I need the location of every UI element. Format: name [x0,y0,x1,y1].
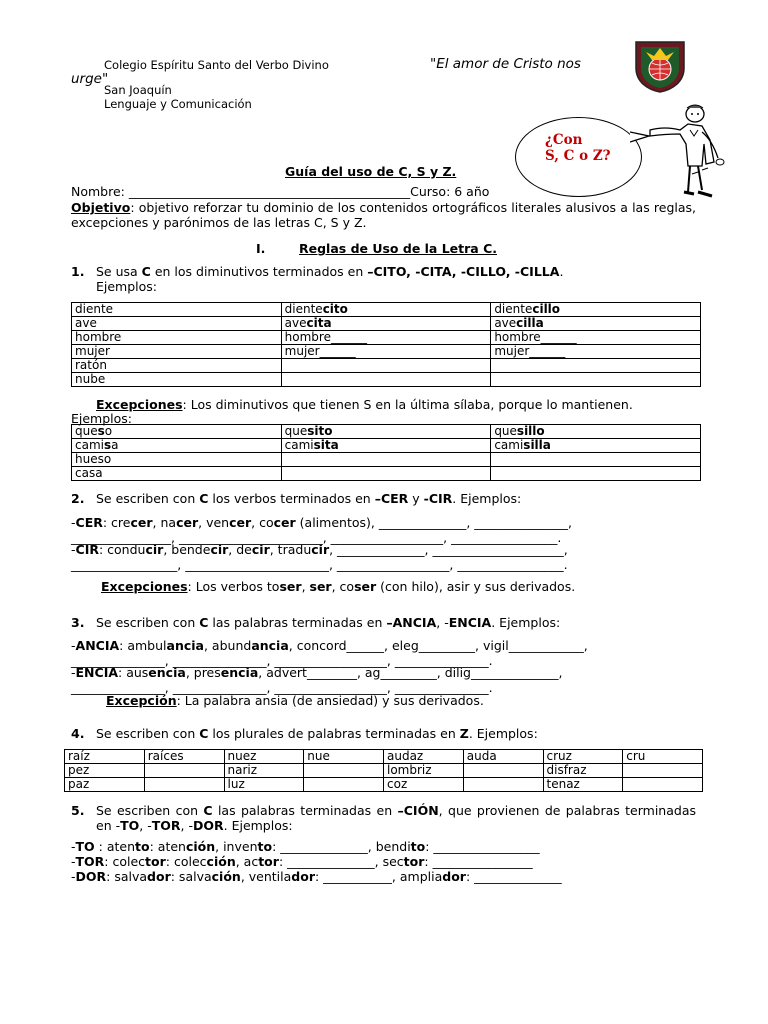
table-cell: hombre [72,331,282,345]
encia-line[interactable] [71,665,696,680]
rule-1-mid: en los diminutivos terminados en [150,264,368,279]
text-run: : ___________, amplia [315,869,443,884]
bubble-line-2: S, C o Z? [545,148,611,164]
table-cell: audaz [384,750,464,764]
objetivo-text: : objetivo reforzar tu dominio de los contenidos ortográficos literales alusivos a las reglas, excepciones y parónimos de las letras C, S y Z. [71,200,696,230]
table-cell[interactable]: mujer______ [281,345,491,359]
text-run: - [71,869,76,884]
text-run: ser [354,579,377,594]
table-cell: dientecito [281,303,491,317]
table-cell: nuez [224,750,304,764]
table-cell: cruz [543,750,623,764]
rule-2-mid: los verbos terminados en [208,491,375,506]
table-cell: lombriz [384,764,464,778]
table-row [72,373,701,387]
text-run: C [203,803,213,818]
text-run: dor [291,869,315,884]
text-run: , tradu [269,542,312,557]
text-run: , co [331,579,355,594]
table-cell[interactable]: hombre______ [281,331,491,345]
rule-5-text [96,803,696,833]
table-cell[interactable] [491,453,701,467]
text-run: TOR [151,818,181,833]
table-cell: nariz [224,764,304,778]
text-run: , advert________, ag_________, dilig______________, [258,665,563,680]
text-run: encia [220,665,259,680]
rule-1-endings: –CITO, -CITA, -CILLO, -CILLA [367,264,560,279]
objetivo-paragraph [71,200,696,230]
rule-2-text [96,491,521,506]
cir-line-2[interactable]: _________________, _______________________, __________________, _________________. [71,557,568,572]
text-run: to [257,839,273,854]
text-run: . Ejemplos: [223,818,293,833]
text-run: , na [152,515,177,530]
table-cell[interactable] [463,764,543,778]
motto-continued: urge" [71,71,109,87]
table-cell[interactable] [281,467,491,481]
text-run: ser [309,579,332,594]
text-run: , ventila [240,869,292,884]
to-line[interactable] [71,839,696,854]
exceptions-1-label: Excepciones [96,397,183,412]
text-run: Excepción [106,693,177,708]
section-number: I. [256,241,266,256]
text-run: to [410,839,426,854]
rule-1-examples-label: Ejemplos: [96,279,158,294]
text-run: TO [120,818,140,833]
text-run: cer [273,515,296,530]
text-run: , co [251,515,274,530]
table-cell[interactable] [304,764,384,778]
text-run: ancia [166,638,204,653]
table-row [72,453,701,467]
exceptions-1-examples: Ejemplos: [71,411,133,426]
exceptions-2 [101,579,575,594]
nombre-line [71,184,696,199]
table-cell[interactable]: hombre______ [491,331,701,345]
encia-line-2[interactable]: _______________, _______________, __________________, _______________. [71,680,493,695]
table-row [72,303,701,317]
table-cell[interactable] [281,359,491,373]
table-cell: nube [72,373,282,387]
table-cell: ratón [72,359,282,373]
text-run: , que provienen de palabras terminadas en - [96,803,696,833]
text-run: : aten [149,839,186,854]
text-run: cer [229,515,252,530]
text-run: - [71,854,76,869]
text-run: : La palabra ansia (de ansiedad) y sus derivados. [176,693,484,708]
table-cell[interactable] [281,373,491,387]
text-run: : colec [165,854,207,869]
dor-line[interactable] [71,869,696,884]
rule-2-and: y [408,491,424,506]
table-cell: pez [65,764,145,778]
text-run: –CIÓN [397,803,439,818]
table-row [72,439,701,453]
rule-3-number: 3. [71,615,85,630]
city: San Joaquín [104,83,172,97]
table-cell[interactable] [304,778,384,792]
table-cell[interactable]: mujer______ [491,345,701,359]
text-run: tor [145,854,166,869]
school-name: Colegio Espíritu Santo del Verbo Divino [104,58,329,72]
text-run: : ambul [119,638,167,653]
text-run: : aus [118,665,149,680]
table-cell[interactable] [491,467,701,481]
table-row [65,764,703,778]
school-crest-logo [632,38,688,94]
text-run: TOR [75,854,105,869]
text-run: : _________________ [425,839,540,854]
table-cell[interactable] [144,778,224,792]
table-cell[interactable] [491,373,701,387]
cer-line[interactable] [71,515,696,530]
exception-3 [106,693,484,708]
text-run: ancia [251,638,289,653]
text-run: - [71,638,76,653]
text-run: , [301,579,310,594]
page-title: Guía del uso de C, S y Z. [285,164,457,179]
table-cell: disfraz [543,764,623,778]
table-cell: camisa [72,439,282,453]
exceptions-1-text: : Los diminutivos que tienen S en la última sílaba, porque lo mantienen. [182,397,633,412]
curso-label: Curso: 6 año [410,184,490,199]
text-run: : ________________ [424,854,533,869]
text-run: cer [130,515,153,530]
speech-bubble-text [545,132,611,164]
text-run: tor [258,854,279,869]
table-cell: cru [623,750,703,764]
text-run: : condu [98,542,146,557]
rule-1-number: 1. [71,264,85,279]
text-run: tor [403,854,425,869]
exceptions-table [71,424,701,481]
table-cell: avecilla [491,317,701,331]
text-run: los plurales de palabras terminadas en [208,726,460,741]
text-run: , bende [163,542,211,557]
text-run: , ______________, _____________________, [329,542,568,557]
text-run: Se escriben con [96,615,200,630]
rule-3-text [96,615,560,630]
text-run: (con hilo), asir y sus derivados. [376,579,576,594]
text-run: - [71,515,76,530]
table-cell[interactable] [144,764,224,778]
rule-1-pre: Se usa [96,264,142,279]
table-cell: camisilla [491,439,701,453]
table-cell: mujer [72,345,282,359]
text-run: , - [436,615,449,630]
rule-2-ending-2: -CIR [423,491,453,506]
table-cell: queso [72,425,282,439]
ancia-line[interactable] [71,638,696,653]
text-run: CIR [75,542,99,557]
table-cell: auda [463,750,543,764]
text-run: . Ejemplos: [491,615,561,630]
text-run: DOR [192,818,224,833]
text-run: : salva [106,869,148,884]
text-run: (alimentos), ______________, _______________, [295,515,573,530]
rule-4-number: 4. [71,726,85,741]
table-cell[interactable] [623,778,703,792]
text-run: ANCIA [75,638,120,653]
rule-1-post: . [559,264,564,279]
table-cell: nue [304,750,384,764]
text-run: TO [75,839,95,854]
table-row [65,750,703,764]
table-cell: dientecillo [491,303,701,317]
table-row [72,345,701,359]
text-run: Excepciones [101,579,188,594]
table-cell[interactable] [281,453,491,467]
text-run: : Los verbos to [187,579,280,594]
text-run: cir [311,542,330,557]
motto: "El amor de Cristo nos [430,56,581,72]
text-run: las palabras terminadas en [212,803,398,818]
text-run: , abund [203,638,252,653]
table-cell: tenaz [543,778,623,792]
text-run: , ven [198,515,230,530]
text-run: ción [185,839,216,854]
text-run: : aten [94,839,136,854]
text-run: ción [206,854,236,869]
text-run: - [71,665,76,680]
text-run: C [199,615,209,630]
text-run: dor [442,869,466,884]
text-run: , concord______, eleg_________, vigil____________, [288,638,588,653]
text-run: , - [180,818,193,833]
ancia-line-2[interactable]: _______________, _______________, __________________, _______________. [71,653,493,668]
text-run: cir [145,542,164,557]
text-run: DOR [75,869,107,884]
text-run: : ______________, bendi [272,839,411,854]
text-run: , de [228,542,252,557]
subject: Lenguaje y Comunicación [104,97,252,111]
text-run: Se escriben con [96,726,200,741]
text-run: Se escriben con [96,803,204,818]
table-cell: quesillo [491,425,701,439]
text-run: encia [148,665,186,680]
table-row [72,359,701,373]
nombre-field[interactable]: _____________________________________________ [128,184,411,199]
text-run: ser [279,579,302,594]
exceptions-1 [96,397,633,412]
plurals-table [64,749,703,792]
table-row [72,317,701,331]
text-run: - [71,542,76,557]
table-row [72,467,701,481]
speech-bubble-tail [630,130,650,144]
rule-1-text [96,264,696,294]
rule-4-text [96,726,538,741]
table-cell: ave [72,317,282,331]
rule-2-letter: C [199,491,209,506]
diminutives-table [71,302,701,387]
table-cell: diente [72,303,282,317]
text-run: CER [75,515,103,530]
table-cell: avecita [281,317,491,331]
text-run: , ac [235,854,259,869]
text-run: : colec [104,854,146,869]
text-run: ción [211,869,241,884]
text-run: , - [139,818,152,833]
objetivo-label: Objetivo [71,200,131,215]
text-run: , pres [185,665,221,680]
rule-5-number: 5. [71,803,85,818]
text-run: to [135,839,150,854]
table-cell: hueso [72,453,282,467]
text-run: . Ejemplos: [468,726,538,741]
table-cell[interactable] [491,359,701,373]
text-run: - [71,839,76,854]
text-run: cir [251,542,270,557]
text-run: : ______________, sec [278,854,404,869]
table-row [65,778,703,792]
table-cell[interactable] [623,764,703,778]
table-cell[interactable] [463,778,543,792]
text-run: dor [147,869,171,884]
text-run: Z [459,726,469,741]
text-run: : ______________ [465,869,562,884]
text-run: las palabras terminadas en [208,615,387,630]
table-cell: paz [65,778,145,792]
tor-line[interactable] [71,854,696,869]
table-cell: coz [384,778,464,792]
bubble-line-1: ¿Con [545,132,583,148]
cer-line-2[interactable]: ________________, _______________________, __________________, _________________. [71,530,562,545]
table-row [72,331,701,345]
text-run: ENCIA [75,665,119,680]
section-title: Reglas de Uso de la Letra C. [299,241,498,256]
nombre-label: Nombre: [71,184,125,199]
text-run: cir [210,542,229,557]
table-cell: raíz [65,750,145,764]
cir-line[interactable] [71,542,696,557]
text-run: , inven [215,839,258,854]
table-cell: casa [72,467,282,481]
text-run: : cre [102,515,131,530]
text-run: –ANCIA [386,615,437,630]
rule-2-post: . Ejemplos: [452,491,522,506]
text-run: ENCIA [448,615,492,630]
text-run: : salva [170,869,212,884]
table-row [72,425,701,439]
text-run: cer [176,515,199,530]
text-run: C [199,726,209,741]
table-cell: luz [224,778,304,792]
rule-2-number: 2. [71,491,85,506]
table-cell: raíces [144,750,224,764]
rule-2-ending-1: –CER [374,491,409,506]
rule-1-letter: C [141,264,151,279]
table-cell: camisita [281,439,491,453]
rule-2-pre: Se escriben con [96,491,200,506]
table-cell: quesito [281,425,491,439]
